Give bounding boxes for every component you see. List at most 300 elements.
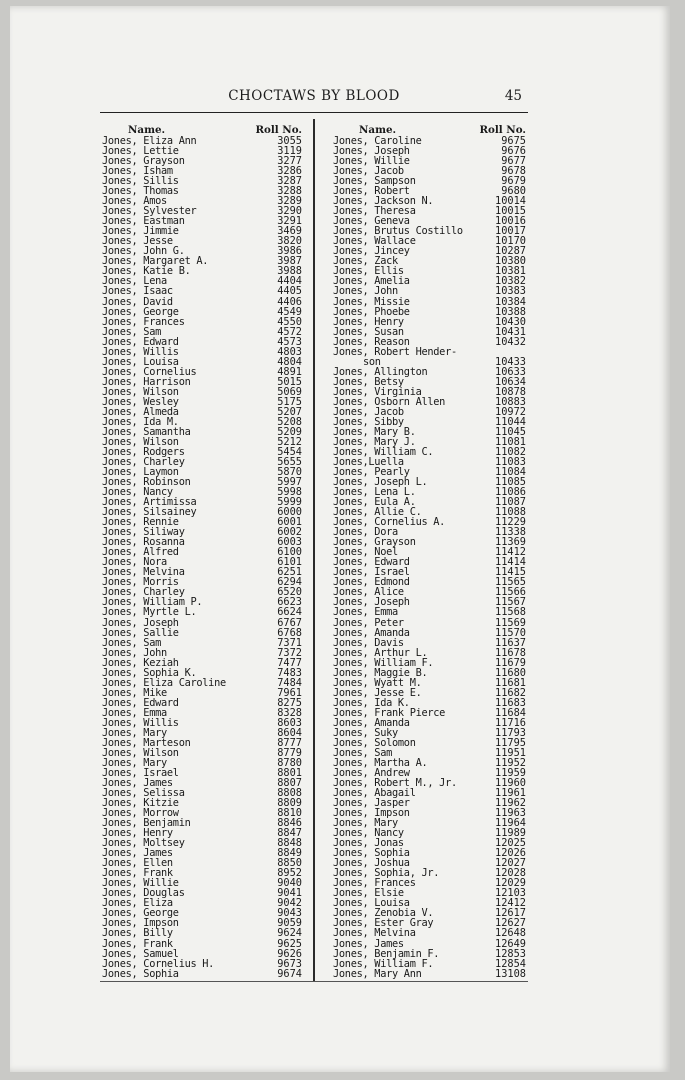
entry-name: Jones, Mary (333, 817, 398, 830)
entry-roll-number: 11680 (495, 666, 526, 679)
entry-name: Jones, Frank (102, 937, 173, 950)
entry-name: Jones, Eliza Caroline (102, 676, 226, 689)
entry-roll-number: 12029 (495, 877, 526, 890)
entry-roll-number: 11229 (495, 516, 526, 529)
entry-roll-number: 11960 (495, 777, 526, 789)
entry-roll-number: 11083 (495, 456, 526, 468)
entry-name: Jones, Ellen (102, 857, 173, 870)
entry-name: Jones, John (102, 646, 167, 659)
entry-roll-number: 11566 (495, 586, 526, 599)
entry-roll-number: 3987 (277, 255, 302, 268)
entry-roll-number: 8808 (277, 787, 302, 800)
entry-name: Jones, Charley (102, 456, 185, 468)
entry-name: Jones, Willie (333, 155, 410, 168)
entry-roll-number: 9040 (277, 877, 302, 890)
entry-name: Jones, Phoebe (333, 305, 410, 318)
entry-roll-number: 5212 (277, 435, 302, 448)
entry-name: Jones, Sillis (102, 175, 179, 188)
entry-name: Jones, Wilson (102, 746, 179, 759)
entry-roll-number: 10287 (495, 245, 526, 258)
entry-name: Jones, William F. (333, 656, 434, 669)
entry-roll-number: 6767 (277, 616, 302, 629)
entry-name: Jones, Edmond (333, 576, 410, 589)
entry-roll-number: 4803 (277, 345, 302, 358)
entry-name: Jones, Lettie (102, 145, 179, 158)
entry-roll-number: 8846 (277, 817, 302, 830)
entry-name: Jones, Jackson N. (333, 195, 434, 208)
entry-name: Jones, Mary (102, 726, 167, 739)
entry-name: Jones, Katie B. (102, 265, 191, 278)
entry-name: Jones, George (102, 907, 179, 920)
entry-roll-number: 12027 (495, 857, 526, 870)
entry-name: Jones, Robert (333, 185, 410, 198)
entry-roll-number: 11989 (495, 827, 526, 840)
entry-name: Jones, Almeda (102, 405, 179, 418)
entry-name: Jones, Geneva (333, 215, 410, 228)
entry-name: Jones, Mike (102, 686, 167, 699)
entry-roll-number: 9624 (277, 927, 302, 940)
entry-name: Jones, Myrtle L. (102, 606, 197, 619)
entry-roll-number: 3988 (277, 265, 302, 278)
entry-roll-number: 6520 (277, 586, 302, 599)
entry-name: Jones, Mary B. (333, 425, 416, 438)
entry-roll-number: 6768 (277, 626, 302, 639)
entry-roll-number: 4404 (277, 275, 302, 288)
entry-roll-number: 11565 (495, 576, 526, 589)
entry-roll-number: 10433 (495, 355, 526, 368)
roll-entry (333, 969, 526, 979)
entry-roll-number: 7483 (277, 666, 302, 679)
entry-name: Jones, Billy (102, 927, 173, 940)
entry-name: Jones, Amanda (333, 716, 410, 729)
roll-list (333, 136, 526, 979)
entry-name: Jones, Benjamin F. (333, 947, 440, 960)
page-number: 45 (504, 88, 522, 104)
entry-name: Jones, Sam (102, 636, 161, 649)
entry-name: Jones, Eastman (102, 215, 185, 228)
entry-name: Jones, Douglas (102, 887, 185, 900)
entry-name: Jones, Emma (102, 706, 167, 719)
entry-name: Jones, Cornelius (102, 365, 197, 378)
roll-entry (102, 286, 302, 296)
entry-roll-number: 7484 (277, 676, 302, 689)
entry-roll-number: 10015 (495, 205, 526, 218)
roll-entry (333, 607, 526, 617)
entry-name: Jones, Sophia K. (102, 666, 197, 679)
entry-roll-number: 11961 (495, 787, 526, 800)
entry-name: Jones, David (102, 295, 173, 308)
entry-roll-number: 9676 (501, 145, 526, 158)
entry-name: Jones, Robert Hender- (333, 345, 457, 358)
entry-roll-number: 10878 (495, 385, 526, 398)
entry-roll-number: 9674 (277, 967, 302, 980)
entry-name: Jones, Nancy (333, 827, 404, 840)
entry-name: Jones, Ida M. (102, 415, 179, 428)
entry-roll-number: 11415 (495, 566, 526, 579)
entry-roll-number: 3287 (277, 175, 302, 188)
entry-name: Jones, Samuel (102, 947, 179, 960)
entry-name: Jones, John G. (102, 245, 185, 258)
entry-name: Jones, Reason (333, 335, 410, 348)
roll-entry (102, 607, 302, 617)
roll-entry (102, 969, 302, 979)
entry-roll-number: 11086 (495, 486, 526, 499)
entry-name: Jones, Wyatt M. (333, 676, 422, 689)
entry-name: Jones, Eliza Ann (102, 135, 197, 147)
entry-roll-number: 9679 (501, 175, 526, 188)
entry-roll-number: 13108 (495, 967, 526, 980)
entry-name: Jones, Pearly (333, 466, 410, 479)
entry-name: Jones, Israel (333, 566, 410, 579)
entry-roll-number: 5655 (277, 456, 302, 468)
entry-roll-number: 8779 (277, 746, 302, 759)
entry-name: Jones, Wilson (102, 435, 179, 448)
entry-name: Jones, Benjamin (102, 817, 191, 830)
entry-roll-number: 12617 (495, 907, 526, 920)
entry-roll-number: 4572 (277, 325, 302, 338)
entry-roll-number: 10014 (495, 195, 526, 208)
entry-name: Jones, Lena (102, 275, 167, 288)
entry-name: Jones, Henry (333, 315, 404, 328)
entry-name: Jones, Wallace (333, 235, 416, 248)
entry-roll-number: 6100 (277, 546, 302, 559)
roll-column-label: Roll No. (479, 124, 526, 136)
entry-roll-number: 12627 (495, 917, 526, 930)
entry-name: Jones, Rosanna (102, 536, 185, 549)
entry-roll-number: 6003 (277, 536, 302, 549)
bottom-rule (100, 981, 528, 982)
entry-name: Jones, Mary Ann (333, 967, 422, 980)
entry-roll-number: 10388 (495, 305, 526, 318)
entry-name: Jones, Jacob (333, 405, 404, 418)
roll-column-label: Roll No. (255, 124, 302, 136)
entry-roll-number: 11369 (495, 536, 526, 549)
entry-name: Jones, Keziah (102, 656, 179, 669)
entry-roll-number: 11683 (495, 696, 526, 709)
entry-name: Jones, James (102, 777, 173, 789)
entry-name: Jones, Frank (102, 867, 173, 880)
entry-roll-number: 10430 (495, 315, 526, 328)
entry-roll-number: 4573 (277, 335, 302, 348)
entry-name: Jones, Jacob (333, 165, 404, 178)
entry-name: Jones, Cornelius H. (102, 957, 215, 970)
entry-name: Jones, Samantha (102, 425, 191, 438)
entry-roll-number: 10431 (495, 325, 526, 338)
entry-name: Jones, Grayson (333, 536, 416, 549)
entry-name: Jones, William C. (333, 445, 434, 458)
entry-name: Jones, Theresa (333, 205, 416, 218)
entry-roll-number: 8801 (277, 766, 302, 779)
entry-roll-number: 9625 (277, 937, 302, 950)
entry-name: Jones, Emma (333, 606, 398, 619)
entry-roll-number: 7372 (277, 646, 302, 659)
entry-roll-number: 8952 (277, 867, 302, 880)
entry-roll-number: 10972 (495, 405, 526, 418)
entry-roll-number: 10383 (495, 285, 526, 298)
entry-name: Jones, Joseph L. (333, 476, 428, 489)
entry-roll-number: 11682 (495, 686, 526, 699)
entry-name: Jones, Lena L. (333, 486, 416, 499)
entry-roll-number: 4891 (277, 365, 302, 378)
entry-roll-number: 11963 (495, 807, 526, 820)
entry-roll-number: 4804 (277, 355, 302, 368)
entry-roll-number: 8848 (277, 837, 302, 850)
entry-roll-number: 11087 (495, 496, 526, 509)
entry-name: Jones, Frances (102, 315, 185, 328)
entry-roll-number: 9675 (501, 135, 526, 147)
entry-roll-number: 11681 (495, 676, 526, 689)
entry-roll-number: 9673 (277, 957, 302, 970)
entry-name: Jones, Impson (333, 807, 410, 820)
entry-name: Jones, Robert M., Jr. (333, 777, 457, 789)
entry-name: Jones, James (102, 847, 173, 860)
entry-name: Jones, Maggie B. (333, 666, 428, 679)
name-column-label: Name. (128, 124, 166, 136)
entry-roll-number: 10016 (495, 215, 526, 228)
left-column (102, 124, 302, 979)
entry-roll-number: 9678 (501, 165, 526, 178)
entry-name: Jones, Sophia, Jr. (333, 867, 440, 880)
entry-name: Jones, Sallie (102, 626, 179, 639)
entry-name: Jones, Virginia (333, 385, 422, 398)
entry-name: Jones, Solomon (333, 736, 416, 749)
entry-roll-number: 7961 (277, 686, 302, 699)
entry-name: Jones, Willie (102, 877, 179, 890)
entry-roll-number: 3291 (277, 215, 302, 228)
entry-roll-number: 9042 (277, 897, 302, 910)
entry-name: Jones, Frances (333, 877, 416, 890)
entry-roll-number: 11716 (495, 716, 526, 729)
entry-name: Jones, James (333, 937, 404, 950)
entry-name: Jones, Susan (333, 325, 404, 338)
entry-roll-number: 8604 (277, 726, 302, 739)
entry-name: Jones, Zack (333, 255, 398, 268)
entry-roll-number: 9626 (277, 947, 302, 960)
entry-roll-number: 11414 (495, 556, 526, 569)
entry-roll-number: 10382 (495, 275, 526, 288)
entry-name: Jones, Davis (333, 636, 404, 649)
entry-name: Jones, Morrow (102, 807, 179, 820)
entry-name: Jones, Harrison (102, 375, 191, 388)
entry-roll-number: 3288 (277, 185, 302, 198)
entry-name: Jones, Impson (102, 917, 179, 930)
entry-name: Jones, Sibby (333, 415, 404, 428)
entry-name: Jones, Amelia (333, 275, 410, 288)
entry-name: Jones, Edward (102, 335, 179, 348)
entry-name: Jones, Suky (333, 726, 398, 739)
entry-name: Jones, Ida K. (333, 696, 410, 709)
entry-roll-number: 11951 (495, 746, 526, 759)
entry-roll-number: 8603 (277, 716, 302, 729)
entry-roll-number: 8849 (277, 847, 302, 860)
entry-roll-number: 12648 (495, 927, 526, 940)
entry-name: Jones, Edward (333, 556, 410, 569)
entry-roll-number: 4549 (277, 305, 302, 318)
entry-name: Jones, Artimissa (102, 496, 197, 509)
entry-roll-number: 10432 (495, 335, 526, 348)
entry-roll-number: 6251 (277, 566, 302, 579)
entry-name: Jones, Osborn Allen (333, 395, 446, 408)
right-column (333, 124, 526, 979)
entry-name: Jones, Siliway (102, 526, 185, 539)
entry-roll-number: 12025 (495, 837, 526, 850)
entry-name: Jones, Alfred (102, 546, 179, 559)
entry-roll-number: 9680 (501, 185, 526, 198)
entry-roll-number: 8807 (277, 777, 302, 789)
entry-roll-number: 12412 (495, 897, 526, 910)
roll-entry (102, 928, 302, 938)
entry-roll-number: 11959 (495, 766, 526, 779)
entry-name: Jones,Luella (333, 456, 404, 468)
entry-roll-number: 9041 (277, 887, 302, 900)
entry-roll-number: 10883 (495, 395, 526, 408)
entry-name: Jones, Selissa (102, 787, 185, 800)
entry-roll-number: 5069 (277, 385, 302, 398)
entry-name: Jones, Eliza (102, 897, 173, 910)
entry-name: Jones, Sampson (333, 175, 416, 188)
entry-roll-number: 7477 (277, 656, 302, 669)
entry-name: Jones, Jonas (333, 837, 404, 850)
entry-name: Jones, Israel (102, 766, 179, 779)
entry-roll-number: 4405 (277, 285, 302, 298)
entry-name: Jones, Frank Pierce (333, 706, 446, 719)
entry-roll-number: 5209 (277, 425, 302, 438)
entry-name: Jones, Cornelius A. (333, 516, 446, 529)
roll-list (102, 136, 302, 979)
entry-name: Jones, Sophia (102, 967, 179, 980)
entry-roll-number: 3290 (277, 205, 302, 218)
entry-name: Jones, Mary J. (333, 435, 416, 448)
entry-name: Jones, Kitzie (102, 797, 179, 810)
entry-roll-number: 12103 (495, 887, 526, 900)
entry-name: Jones, Abagail (333, 787, 416, 800)
page-header (100, 86, 528, 113)
entry-name: Jones, Edward (102, 696, 179, 709)
entry-name: Jones, Mary (102, 756, 167, 769)
entry-roll-number: 8780 (277, 756, 302, 769)
entry-roll-number: 6000 (277, 506, 302, 519)
entry-name: Jones, Louisa (102, 355, 179, 368)
entry-roll-number: 6623 (277, 596, 302, 609)
entry-roll-number: 4550 (277, 315, 302, 328)
entry-name: Jones, Willis (102, 345, 179, 358)
entry-name: Jones, Jesse (102, 235, 173, 248)
entry-roll-number: 11088 (495, 506, 526, 519)
entry-roll-number: 10381 (495, 265, 526, 278)
entry-name: Jones, Joseph (333, 145, 410, 158)
entry-roll-number: 10384 (495, 295, 526, 308)
entry-name: Jones, Margaret A. (102, 255, 209, 268)
entry-name: Jones, Laymon (102, 466, 179, 479)
entry-roll-number: 5175 (277, 395, 302, 408)
entry-roll-number: 11570 (495, 626, 526, 639)
entry-roll-number: 3286 (277, 165, 302, 178)
entry-name: Jones, John (333, 285, 398, 298)
entry-roll-number: 8810 (277, 807, 302, 820)
entry-roll-number: 3119 (277, 145, 302, 158)
entry-roll-number: 8850 (277, 857, 302, 870)
entry-roll-number: 12028 (495, 867, 526, 880)
entry-roll-number: 6101 (277, 556, 302, 569)
entry-roll-number: 10633 (495, 365, 526, 378)
entry-name: Jones, Sam (333, 746, 392, 759)
entry-roll-number: 10634 (495, 375, 526, 388)
entry-name: Jones, Isham (102, 165, 173, 178)
entry-roll-number: 11082 (495, 445, 526, 458)
entry-name: Jones, Rodgers (102, 445, 185, 458)
entry-name: Jones, Alice (333, 586, 404, 599)
entry-name: Jones, Arthur L. (333, 646, 428, 659)
entry-name: Jones, Jasper (333, 797, 410, 810)
entry-name: Jones, Amos (102, 195, 167, 208)
entry-roll-number: 11679 (495, 656, 526, 669)
entry-name: Jones, Louisa (333, 897, 410, 910)
entry-name: Jones, Andrew (333, 766, 410, 779)
entry-roll-number: 11678 (495, 646, 526, 659)
entry-roll-number: 11684 (495, 706, 526, 719)
entry-roll-number: 12649 (495, 937, 526, 950)
entry-name: Jones, Nancy (102, 486, 173, 499)
entry-roll-number: 11045 (495, 425, 526, 438)
entry-name: Jones, Amanda (333, 626, 410, 639)
entry-roll-number: 3289 (277, 195, 302, 208)
entry-roll-number: 5454 (277, 445, 302, 458)
entry-roll-number: 11962 (495, 797, 526, 810)
entry-roll-number: 12854 (495, 957, 526, 970)
entry-roll-number: 5207 (277, 405, 302, 418)
entry-name: Jones, Brutus Costillo (333, 225, 463, 238)
entry-name: Jones, Ellis (333, 265, 404, 278)
entry-name: Jones, Rennie (102, 516, 179, 529)
entry-name: Jones, Martha A. (333, 756, 428, 769)
entry-roll-number: 9677 (501, 155, 526, 168)
entry-roll-number: 7371 (277, 636, 302, 649)
entry-name: Jones, Peter (333, 616, 404, 629)
entry-roll-number: 10380 (495, 255, 526, 268)
column-divider (313, 119, 315, 981)
entry-roll-number: 6294 (277, 576, 302, 589)
entry-roll-number: 5208 (277, 415, 302, 428)
entry-roll-number: 3820 (277, 235, 302, 248)
entry-name: Jones, Jincey (333, 245, 410, 258)
entry-name: Jones, Caroline (333, 135, 422, 147)
entry-name: Jones, Sam (102, 325, 161, 338)
name-column-label: Name. (359, 124, 397, 136)
entry-roll-number: 11412 (495, 546, 526, 559)
entry-name: Jones, Silsainey (102, 506, 197, 519)
entry-name: Jones, Eula A. (333, 496, 416, 509)
entry-roll-number: 6002 (277, 526, 302, 539)
entry-name: Jones, Melvina (102, 566, 185, 579)
entry-name: Jones, Ester Gray (333, 917, 434, 930)
entry-name: Jones, George (102, 305, 179, 318)
entry-name: Jones, Grayson (102, 155, 185, 168)
entry-name: Jones, Missie (333, 295, 410, 308)
entry-roll-number: 11081 (495, 435, 526, 448)
entry-roll-number: 9059 (277, 917, 302, 930)
entry-roll-number: 6001 (277, 516, 302, 529)
entry-roll-number: 9043 (277, 907, 302, 920)
entry-roll-number: 3277 (277, 155, 302, 168)
entry-roll-number: 8777 (277, 736, 302, 749)
page-title: CHOCTAWS BY BLOOD (228, 88, 400, 104)
entry-name: Jones, Morris (102, 576, 179, 589)
entry-name: Jones, William P. (102, 596, 203, 609)
entry-roll-number: 11795 (495, 736, 526, 749)
entry-name: Jones, Zenobia V. (333, 907, 434, 920)
entry-name: Jones, Moltsey (102, 837, 185, 850)
entry-roll-number: 10170 (495, 235, 526, 248)
